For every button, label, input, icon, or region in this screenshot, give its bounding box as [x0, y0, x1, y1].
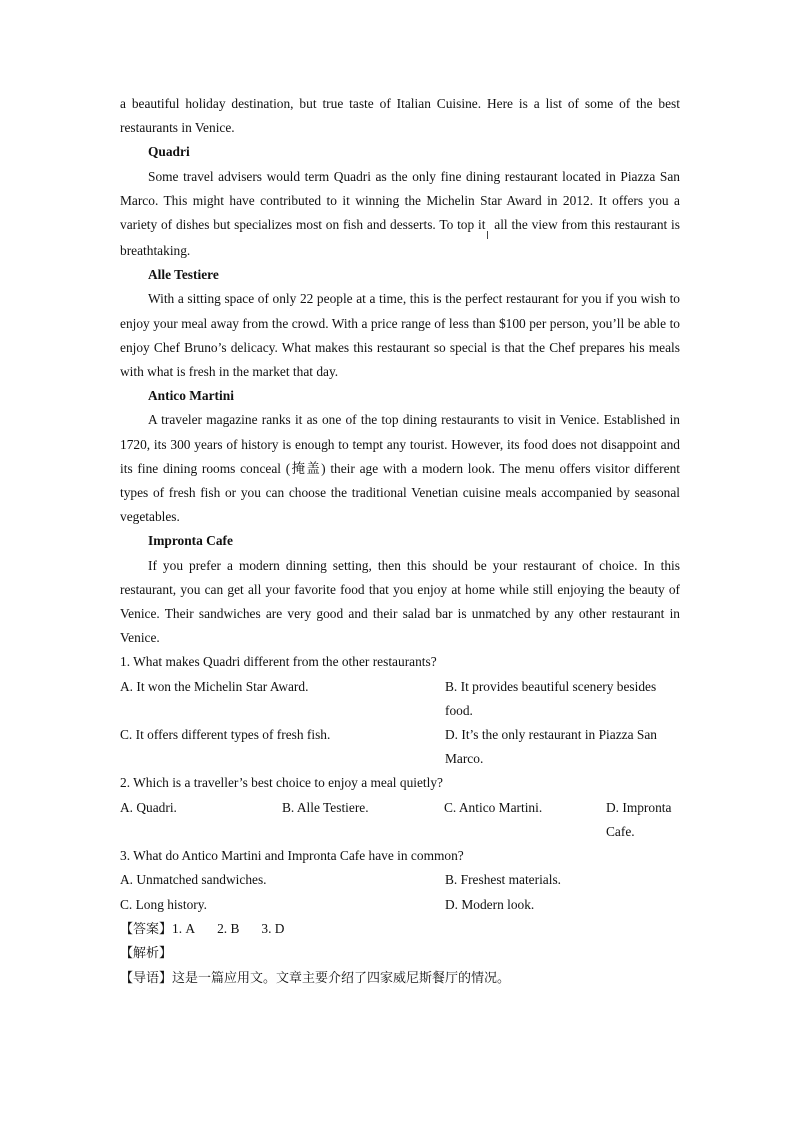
question-1-options: [120, 675, 680, 772]
question-1-stem: 1. What makes Quadri different from the other restaurants?: [120, 654, 437, 670]
question-3-options: [120, 868, 680, 916]
guide-label: 【导语】: [120, 971, 173, 987]
section-heading-quadri: Quadri: [148, 144, 190, 160]
document-body: [120, 92, 680, 991]
cursor-mark: [487, 231, 488, 239]
question-1-option-b: B. It provides beautiful scenery besides food.: [445, 678, 657, 718]
section-text-quadri-part-a: Some travel advisers would term Quadri as the only fine dining restaurant located in Piazza San Marco. This might have contributed to it winning the Michelin Star Award in 2012. It offers you a variety of dishes but specializes most on fish and desserts. To top it: [120, 168, 680, 233]
question-1-option-a: A. It won the Michelin Star Award.: [120, 678, 309, 694]
section-heading-alle-testiere: Alle Testiere: [148, 267, 219, 283]
question-2-option-a: A. Quadri.: [120, 799, 177, 815]
question-2-option-d: D. Impronta Cafe.: [606, 799, 672, 839]
section-text-antico-martini: A traveler magazine ranks it as one of the top dining restaurants to visit in Venice. Established in 1720, its 300 years of history is enough to tempt any tourist. However, its food does not disappoint and its fine dining rooms conceal (掩盖) their age with a modern look. The menu offers visitor different types of fresh fish or you can choose the traditional Venetian cuisine meals accompanied by seasonal vegetables.: [120, 412, 680, 525]
question-2-stem: 2. Which is a traveller’s best choice to enjoy a meal quietly?: [120, 775, 444, 791]
answer-line: [120, 917, 680, 942]
section-text-impronta-cafe: If you prefer a modern dinning setting, then this should be your restaurant of choice. In this restaurant, you can get all your favorite food that you enjoy at home while still enjoying the beauty of Venice. Their sandwiches are very good and their salad bar is unmatched by any other restaurant in Venice.: [120, 557, 680, 646]
question-2-options: [120, 796, 680, 844]
section-text-alle-testiere: With a sitting space of only 22 people at a time, this is the perfect restaurant for you if you wish to enjoy your meal away from the crowd. With a price range of less than $100 per person, you’ll be able to enjoy Chef Bruno’s delicacy. What makes this restaurant so special is that the Chef prepares his meals with what is fresh in the market that day.: [120, 291, 680, 380]
answer-item-3: 3. D: [261, 920, 285, 936]
passage-intro: a beautiful holiday destination, but true taste of Italian Cuisine. Here is a list of some of the best restaurants in Venice.: [120, 96, 680, 136]
section-text-quadri: [120, 165, 680, 264]
section-heading-antico-martini: Antico Martini: [148, 388, 234, 404]
guide-line: [120, 966, 680, 991]
answer-label: 【答案】: [120, 921, 173, 937]
question-3-option-d: D. Modern look.: [445, 896, 535, 912]
analysis-label: 【解析】: [120, 945, 173, 961]
question-3-option-a: A. Unmatched sandwiches.: [120, 872, 267, 888]
question-3-option-c: C. Long history.: [120, 896, 207, 912]
section-heading-impronta-cafe: Impronta Cafe: [148, 533, 233, 549]
question-1-option-c: C. It offers different types of fresh fish.: [120, 727, 331, 743]
question-2-option-c: C. Antico Martini.: [444, 799, 543, 815]
question-3-stem: 3. What do Antico Martini and Impronta Cafe have in common?: [120, 848, 464, 864]
answer-item-2: 2. B: [217, 920, 240, 936]
guide-text: 这是一篇应用文。文章主要介绍了四家威尼斯餐厅的情况。: [172, 971, 511, 987]
question-2-option-b: B. Alle Testiere.: [282, 799, 369, 815]
answer-item-1: 1. A: [172, 920, 196, 936]
question-3-option-b: B. Freshest materials.: [445, 872, 562, 888]
question-1-option-d: D. It’s the only restaurant in Piazza San Marco.: [445, 727, 657, 767]
section-text-quadri-part-b: all the view from this restaurant is breathtaking.: [120, 217, 680, 259]
